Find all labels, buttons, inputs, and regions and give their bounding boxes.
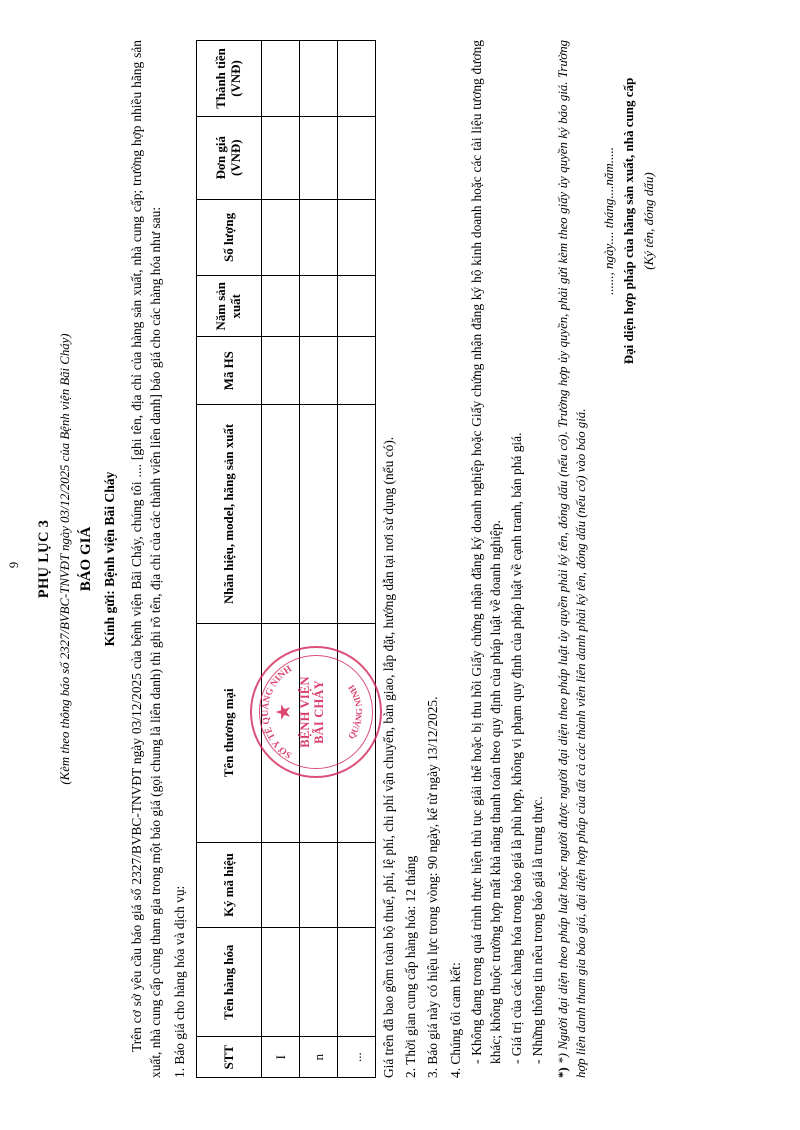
table-row bbox=[338, 41, 376, 1078]
column-header-total: Thành tiền (VNĐ) bbox=[197, 41, 262, 117]
seal-star-icon: ★ bbox=[273, 703, 295, 721]
column-header-year: Năm sản xuất bbox=[197, 276, 262, 337]
cell-brand-model bbox=[262, 405, 300, 624]
column-header-quantity: Số lượng bbox=[197, 199, 262, 276]
title-block bbox=[34, 40, 119, 1078]
seal-line-1: BỆNH VIỆN bbox=[298, 676, 312, 748]
cell-unit-price bbox=[338, 116, 376, 199]
section-2-line: 2. Thời gian cung cấp hàng hóa: 12 tháng bbox=[403, 855, 419, 1078]
price-inclusive-note: Giá trên đã bao gồm toàn bộ thuế, phí, lệ phí, chi phí vận chuyển, bàn giao, lắp đặt, hướng dẫn tại nơi sử dụng (nếu có). bbox=[381, 436, 397, 1078]
cell-quantity bbox=[262, 199, 300, 276]
column-header-unit-price: Đơn giá (VNĐ) bbox=[197, 116, 262, 199]
table-row bbox=[262, 41, 300, 1078]
cell-stt: n bbox=[300, 1037, 338, 1078]
cell-quantity bbox=[338, 199, 376, 276]
cell-goods-name bbox=[300, 928, 338, 1037]
cell-brand-model bbox=[300, 405, 338, 624]
cell-trade-name bbox=[338, 623, 376, 842]
cell-total bbox=[338, 41, 376, 117]
cell-hs-code bbox=[300, 337, 338, 405]
signature-instruction: (Ký tên, đóng dấu) bbox=[640, 172, 656, 270]
intro-paragraph: Trên cơ sở yêu cầu báo giá số 2327/BVBC-TNVĐT ngày 03/12/2025 của bệnh viện Bãi Cháy, chúng tôi .... [ghi tên, địa chỉ của hàng sản xuất, nhà cung cấp; trường hợp nhiều hãng sản xuất, nhà cung cấp cùng tham gia trong một báo giá (gọi chung là liên danh) thì ghi rõ tên, địa chỉ của các thành viên liên danh] báo giá cho các hàng hóa như sau: bbox=[129, 40, 164, 1078]
commitment-item: - Không đang trong quá trình thực hiện thủ tục giải thể hoặc bị thu hồi Giấy chứng nhận đăng ký doanh nghiệp hoặc Giấy chứng nhận đăng ký hộ kinh doanh hoặc các tài liệu tương đương khác; không thuộc trường hợp mất khả năng thanh toán theo quy định của pháp luật về doanh nghiệp. bbox=[468, 40, 503, 1064]
table-row bbox=[300, 41, 338, 1078]
commitment-item: - Giá trị của các hàng hóa trong báo giá là phù hợp, không vi phạm quy định của pháp luật về cạnh tranh, bán phá giá. bbox=[508, 432, 524, 1064]
footnote bbox=[554, 40, 590, 1078]
cell-trade-name bbox=[262, 623, 300, 842]
title-subtitle: (Kèm theo thông báo số 2327/BVBC-TNVĐT ngày 03/12/2025 của Bệnh viện Bãi Cháy) bbox=[57, 333, 72, 785]
table-header-row bbox=[197, 41, 262, 1078]
section-4-heading: 4. Chúng tôi cam kết: bbox=[447, 962, 463, 1078]
seal-line-2: BÃI CHÁY bbox=[312, 680, 327, 744]
page-number: 9 bbox=[7, 561, 21, 569]
addressee-line: Kính gửi: Bệnh viện Bãi Cháy bbox=[102, 471, 118, 647]
cell-quantity bbox=[300, 199, 338, 276]
cell-goods-name bbox=[338, 928, 376, 1037]
signature-title: Đại diện hợp pháp của hãng sản xuất, nhà cung cấp bbox=[621, 77, 637, 365]
cell-goods-name bbox=[262, 928, 300, 1037]
commitment-item: - Những thông tin nêu trong báo giá là trung thực. bbox=[529, 796, 545, 1064]
cell-stt: ... bbox=[338, 1037, 376, 1078]
signature-block bbox=[600, 56, 658, 386]
svg-text:QUẢNG NINH: QUẢNG NINH bbox=[346, 683, 365, 741]
cell-code bbox=[338, 842, 376, 927]
page-title: PHỤ LỤC 3 bbox=[36, 519, 52, 599]
section-1-heading: 1. Báo giá cho hàng hóa và dịch vụ: bbox=[172, 885, 188, 1078]
column-header-hs-code: Mã HS bbox=[197, 337, 262, 405]
cell-code bbox=[262, 842, 300, 927]
column-header-brand-model: Nhãn hiệu, model, hãng sản xuất bbox=[197, 405, 262, 624]
column-header-stt: STT bbox=[197, 1037, 262, 1078]
cell-unit-price bbox=[262, 116, 300, 199]
cell-stt: I bbox=[262, 1037, 300, 1078]
cell-total bbox=[262, 41, 300, 117]
signature-date-line: ......, ngày.... tháng....năm..... bbox=[600, 146, 616, 296]
commitments-list bbox=[467, 40, 547, 1078]
cell-code bbox=[300, 842, 338, 927]
svg-text:SỞ Y TẾ QUẢNG NINH: SỞ Y TẾ QUẢNG NINH bbox=[260, 664, 294, 760]
cell-year bbox=[262, 276, 300, 337]
column-header-goods-name: Tên hàng hóa bbox=[197, 928, 262, 1037]
cell-brand-model bbox=[338, 405, 376, 624]
cell-hs-code bbox=[262, 337, 300, 405]
cell-year bbox=[338, 276, 376, 337]
cell-hs-code bbox=[338, 337, 376, 405]
quote-table bbox=[196, 40, 376, 1078]
cell-trade-name bbox=[300, 623, 338, 842]
column-header-trade-name: Tên thương mại bbox=[197, 623, 262, 842]
document-heading: BÁO GIÁ bbox=[77, 526, 94, 592]
column-header-code: Ký mã hiệu bbox=[197, 842, 262, 927]
footnote-text: *) Người đại diện theo pháp luật hoặc người được người đại diện theo pháp luật ủy quyền phải ký tên, đóng dấu (nếu có). Trường hợp ủy quyền, phải gửi kèm theo giấy ủy quyền ký báo giá. Trường hợp liên danh tham gia báo giá, đại diện hợp pháp của tất cả các thành viên liên danh phải ký tên, đóng dấu (nếu có) vào báo giá. bbox=[555, 40, 588, 1078]
cell-year bbox=[300, 276, 338, 337]
section-3-line: 3. Báo giá này có hiệu lực trong vòng: 90 ngày, kể từ ngày 13/12/2025. bbox=[425, 696, 441, 1078]
footnote-marker: *) bbox=[555, 1067, 570, 1078]
cell-unit-price bbox=[300, 116, 338, 199]
cell-total bbox=[300, 41, 338, 117]
notes-section bbox=[379, 40, 464, 1078]
